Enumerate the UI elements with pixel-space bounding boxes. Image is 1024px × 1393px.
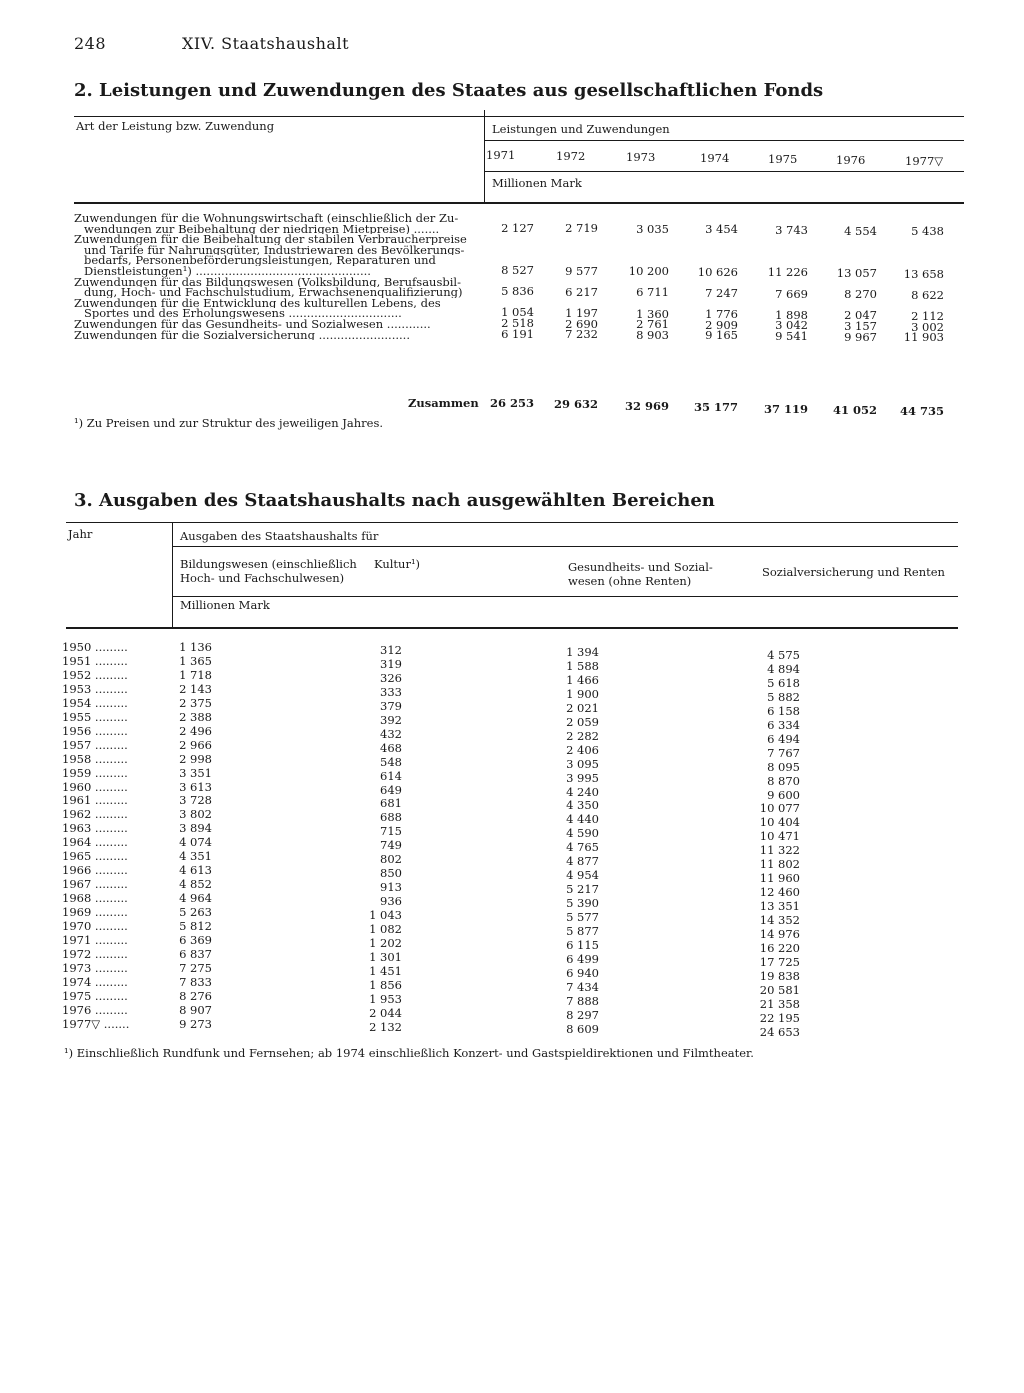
- table2-cell: 5 577: [566, 910, 599, 925]
- table1-cell: 6 711: [636, 285, 669, 300]
- table2-header-bottom-rule: [66, 627, 958, 629]
- table2-cell: 16 220: [759, 940, 800, 955]
- table1-row-label-line: wendungen zur Beibehaltung der niedrigen Mietpreise) .......: [84, 223, 440, 235]
- table2-cell: 2 282: [566, 728, 599, 743]
- table2-cell: 1 856: [369, 977, 402, 992]
- table1-row-label-line: Zuwendungen für die Beibehaltung der stabilen Verbraucherpreise: [74, 234, 467, 245]
- table1-top-rule: [74, 116, 964, 117]
- table2-cell: 1 718: [179, 667, 212, 682]
- table2-year-cell: 1977▽ .......: [62, 1016, 130, 1031]
- table2-cell: 10 471: [759, 829, 800, 844]
- table1-year-rule: [484, 171, 964, 172]
- table2-cell: 21 358: [759, 996, 800, 1011]
- table2-cell: 4 240: [566, 784, 599, 799]
- table2-cell: 1 394: [566, 645, 599, 659]
- table2-year-cell: 1960 .........: [62, 779, 128, 794]
- table1-year-header: 1974: [700, 151, 730, 165]
- table2-year-cell: 1954 .........: [62, 695, 128, 710]
- table2-cell: 1 466: [566, 672, 599, 687]
- table2-year-cell: 1970 .........: [62, 919, 128, 933]
- table2-year-cell: 1953 .........: [62, 681, 128, 696]
- table2-cell: 6 494: [767, 731, 800, 746]
- table2-cell: 3 613: [179, 779, 212, 794]
- table2-cols-rule: [172, 596, 958, 597]
- table2-cell: 1 043: [369, 908, 402, 923]
- table2-cell: 4 964: [179, 891, 212, 906]
- table1-unit: Millionen Mark: [492, 176, 582, 190]
- table2-cell: 8 297: [566, 1007, 599, 1022]
- table2-year-cell: 1971 .........: [62, 932, 128, 947]
- table2-cell: 4 954: [566, 868, 599, 883]
- table2-year-cell: 1965 .........: [62, 849, 128, 864]
- table1-cell: 2 909: [705, 317, 738, 332]
- table2-cell: 715: [380, 824, 402, 839]
- table2-cell: 14 352: [759, 913, 800, 928]
- table1-row-label: [74, 234, 480, 276]
- table1-row-label-line: Dienstleistungen¹) ................................................: [84, 265, 371, 277]
- table1-cell: 1 197: [565, 306, 598, 320]
- table1-row-label: [74, 298, 480, 319]
- table1-cell: 2 761: [636, 317, 669, 332]
- table1-desc-header: Art der Leistung bzw. Zuwendung: [76, 119, 275, 133]
- table2-cell: 8 095: [767, 759, 800, 774]
- table1-cell: 3 743: [775, 223, 808, 237]
- table2-year-cell: 1972 .........: [62, 946, 128, 961]
- table1-group-header: Leistungen und Zuwendungen: [492, 122, 670, 136]
- table2-year-header: Jahr: [68, 527, 93, 541]
- page-header: [74, 34, 349, 53]
- table1-cell: 9 165: [705, 328, 738, 343]
- table2-cell: 7 434: [566, 979, 599, 994]
- table2-year-cell: 1964 .........: [62, 835, 128, 850]
- table2-cell: 4 877: [566, 854, 599, 869]
- table2-year-cell: 1956 .........: [62, 723, 128, 738]
- table2-cell: 10 077: [759, 801, 800, 816]
- table1-cell: 3 454: [705, 222, 738, 237]
- table2-cell: 749: [380, 838, 402, 853]
- table1-cell: 2 719: [565, 221, 598, 236]
- table1-footnote: ¹) Zu Preisen und zur Struktur des jeweiligen Jahres.: [74, 416, 384, 430]
- table2-cell: 4 350: [566, 798, 599, 813]
- table2-col4-header: Sozialversicherung und Renten: [762, 565, 945, 579]
- chapter-title: XIV. Staatshaushalt: [182, 34, 349, 53]
- table2-cell: 3 728: [179, 793, 212, 808]
- table2-cell: 17 725: [759, 954, 800, 969]
- table2-cell: 6 115: [566, 937, 599, 952]
- table1-year-header: 1975: [768, 152, 798, 166]
- table2-cell: 326: [380, 670, 402, 685]
- table2-vertical-rule: [172, 522, 173, 627]
- table2-cell: 1 136: [179, 640, 212, 654]
- table2-year-cell: 1963 .........: [62, 821, 128, 836]
- table1-cell: 1 898: [775, 307, 808, 322]
- table2-cell: 5 812: [179, 919, 212, 933]
- table2-cell: 3 802: [179, 807, 212, 822]
- table2-cell: 6 499: [566, 951, 599, 966]
- table2-year-cell: 1958 .........: [62, 751, 128, 766]
- table2-cell: 7 767: [767, 745, 800, 760]
- table1-row-label-line: Zuwendungen für das Gesundheits- und Sozialwesen ............: [74, 319, 431, 330]
- table1-group-rule: [484, 140, 964, 141]
- table2-group-header: Ausgaben des Staatshaushalts für: [180, 529, 379, 543]
- table2-col1-header-l1: Bildungswesen (einschließlich: [180, 557, 357, 571]
- table2-cell: 688: [380, 810, 402, 825]
- table1-row-label-line: Zuwendungen für die Wohnungswirtschaft (einschließlich der Zu-: [74, 213, 459, 224]
- table2-cell: 2 966: [179, 737, 212, 752]
- table2-year-cell: 1961 .........: [62, 793, 128, 808]
- table2-cell: 4 852: [179, 877, 212, 892]
- table2-cell: 1 900: [566, 686, 599, 701]
- table1-cell: 5 438: [911, 224, 944, 239]
- table1-cell: 11 903: [903, 330, 944, 345]
- table1-cell: 2 127: [501, 220, 534, 235]
- table1-vertical-rule: [484, 110, 485, 204]
- table1-cell: 3 035: [636, 221, 669, 236]
- table1-row-label-line: und Tarife für Nahrungsgüter, Industriewaren des Bevölkerungs-: [84, 244, 465, 256]
- table2-cell: 4 575: [767, 648, 800, 662]
- table2-year-cell: 1951 .........: [62, 653, 128, 668]
- table2-cell: 11 322: [759, 843, 800, 858]
- table2-cell: 548: [380, 754, 402, 769]
- table2-cell: 2 388: [179, 709, 212, 724]
- table2-year-cell: 1968 .........: [62, 891, 128, 906]
- table2-cell: 2 496: [179, 723, 212, 738]
- table2-year-cell: 1973 .........: [62, 960, 128, 975]
- table1-cell: 6 217: [565, 284, 598, 299]
- table1-cell: 9 967: [844, 329, 877, 344]
- table2-cell: 6 940: [566, 965, 599, 980]
- table2-cell: 6 334: [767, 717, 800, 732]
- table1-row-label: [74, 319, 480, 330]
- table2-group-rule: [172, 546, 958, 547]
- table1-total-cell: 35 177: [693, 400, 738, 415]
- table2-cell: 432: [380, 726, 402, 741]
- table2-cell: 6 158: [767, 703, 800, 718]
- table2-cell: 913: [380, 880, 402, 895]
- table2-cell: 2 021: [566, 700, 599, 715]
- table2-top-rule: [66, 522, 958, 523]
- table2-col2-header: Kultur¹): [374, 557, 421, 571]
- table2-cell: 4 765: [566, 840, 599, 855]
- table2-cell: 7 833: [179, 974, 212, 989]
- table2-cell: 8 276: [179, 988, 212, 1003]
- table2-cell: 649: [380, 782, 402, 797]
- table1-total-cell: 32 969: [624, 398, 669, 413]
- table2-cell: 681: [380, 796, 402, 811]
- table2-cell: 7 888: [566, 993, 599, 1008]
- table1-row-label: [74, 277, 480, 298]
- table1-total-cell: 41 052: [832, 403, 877, 417]
- table2-cell: 3 095: [566, 756, 599, 771]
- table2-cell: 2 059: [566, 714, 599, 729]
- table2-cell: 4 074: [179, 835, 212, 850]
- table1-row-label-line: dung, Hoch- und Fachschulstudium, Erwachsenenqualifizierung): [84, 287, 463, 298]
- table2-cell: 4 613: [179, 863, 212, 878]
- table2-year-cell: 1975 .........: [62, 988, 128, 1003]
- table1-row-label: [74, 213, 480, 234]
- table2-cell: 6 369: [179, 932, 212, 947]
- table1-cell: 11 226: [767, 265, 808, 280]
- page-number: 248: [74, 34, 107, 53]
- table2-cell: 392: [380, 712, 402, 727]
- table2-col3-header-l2: wesen (ohne Renten): [568, 574, 692, 588]
- table1-row-label-line: Zuwendungen für die Sozialversicherung .........................: [74, 329, 410, 341]
- table1-cell: 1 054: [501, 305, 534, 320]
- table2-year-cell: 1959 .........: [62, 765, 128, 780]
- table2-cell: 4 590: [566, 826, 599, 841]
- table2-year-cell: 1976 .........: [62, 1002, 128, 1017]
- table2-year-cell: 1957 .........: [62, 737, 128, 752]
- table1-row-label-line: Zuwendungen für die Entwicklung des kulturellen Lebens, des: [74, 297, 441, 309]
- table1-year-header: 1971: [486, 148, 516, 162]
- table1-year-header: 1976: [836, 153, 866, 167]
- table2-year-cell: 1952 .........: [62, 667, 128, 682]
- table1-row-label-line: Sportes und des Erholungswesens ...............................: [84, 308, 402, 319]
- table1-cell: 2 690: [565, 316, 598, 331]
- table2-cell: 1 588: [566, 658, 599, 673]
- table1-cell: 8 903: [636, 327, 669, 342]
- table1-cell: 10 200: [628, 264, 669, 279]
- table1-total-cell: 44 735: [899, 404, 944, 419]
- table2-cell: 1 082: [369, 922, 402, 936]
- table2-cell: 468: [380, 740, 402, 755]
- table1-cell: 10 626: [697, 264, 738, 279]
- table2-cell: 8 609: [566, 1021, 599, 1036]
- table1-year-header: 1973: [626, 150, 656, 164]
- table2-cell: 3 995: [566, 770, 599, 785]
- table1-row-label-line: bedarfs, Personenbeförderungsleistungen, Reparaturen und: [84, 255, 436, 266]
- table2-cell: 2 143: [179, 681, 212, 696]
- table1-total-cell: 37 119: [763, 401, 808, 416]
- table1-row-label: [74, 330, 480, 341]
- table2-unit: Millionen Mark: [180, 598, 270, 612]
- table1-total-label: Zusammen: [408, 396, 479, 410]
- table1-cell: 1 360: [636, 306, 669, 321]
- table2-year-cell: 1950 .........: [62, 640, 128, 654]
- table2-cell: 4 440: [566, 812, 599, 827]
- table1-row-label-line: Zuwendungen für das Bildungswesen (Volksbildung, Berufsausbil-: [74, 276, 461, 288]
- table2-cell: 5 882: [767, 689, 800, 704]
- table2-cell: 936: [380, 894, 402, 909]
- table2-cell: 2 132: [369, 1019, 402, 1034]
- table1-cell: 13 658: [903, 266, 944, 281]
- table1-cell: 3 042: [775, 318, 808, 333]
- table2-cell: 802: [380, 852, 402, 867]
- table2-cell: 5 618: [767, 675, 800, 690]
- table2-cell: 24 653: [759, 1024, 800, 1039]
- table1-cell: 7 247: [705, 286, 738, 300]
- table1-cell: 8 527: [501, 263, 534, 277]
- table2-cell: 5 263: [179, 905, 212, 920]
- table1-title: 2. Leistungen und Zuwendungen des Staates aus gesellschaftlichen Fonds: [74, 80, 824, 101]
- table2-cell: 9 273: [179, 1016, 212, 1031]
- table2-cell: 4 894: [767, 661, 800, 676]
- table2-cell: 4 351: [179, 849, 212, 864]
- table2-cell: 3 351: [179, 765, 212, 780]
- table2-cell: 1 365: [179, 653, 212, 668]
- table1-cell: 9 577: [565, 263, 598, 278]
- table1-cell: 4 554: [844, 223, 877, 238]
- table2-cell: 8 907: [179, 1002, 212, 1017]
- table1-cell: 9 541: [775, 329, 808, 343]
- table2-year-cell: 1969 .........: [62, 905, 128, 920]
- table2-cell: 850: [380, 866, 402, 881]
- table2-cell: 5 217: [566, 882, 599, 897]
- table2-cell: 20 581: [759, 982, 800, 997]
- table2-cell: 12 460: [759, 885, 800, 900]
- table2-cell: 379: [380, 698, 402, 713]
- table1-cell: 3 157: [844, 319, 877, 333]
- table2-cell: 319: [380, 656, 402, 671]
- table2-cell: 2 406: [566, 742, 599, 757]
- table2-year-cell: 1966 .........: [62, 863, 128, 878]
- table2-cell: 11 960: [759, 871, 800, 886]
- table2-year-cell: 1962 .........: [62, 807, 128, 822]
- table2-cell: 2 375: [179, 695, 212, 710]
- table2-cell: 22 195: [759, 1010, 800, 1025]
- table2-cell: 333: [380, 684, 402, 699]
- table1-total-cell: 26 253: [489, 396, 534, 410]
- table2-cell: 614: [380, 768, 402, 783]
- table1-cell: 1 776: [705, 307, 738, 322]
- table2-cell: 5 877: [566, 924, 599, 938]
- table2-cell: 9 600: [767, 787, 800, 802]
- table2-cell: 2 998: [179, 751, 212, 766]
- table2-cell: 1 202: [369, 935, 402, 950]
- table2-cell: 1 301: [369, 949, 402, 964]
- table2-cell: 19 838: [759, 968, 800, 983]
- table1-cell: 2 047: [844, 308, 877, 323]
- table2-cell: 6 837: [179, 946, 212, 961]
- table2-cell: 7 275: [179, 960, 212, 975]
- table2-cell: 13 351: [759, 899, 800, 914]
- table2-cell: 8 870: [767, 773, 800, 788]
- table1-total-cell: 29 632: [553, 397, 598, 412]
- table1-cell: 6 191: [501, 326, 534, 341]
- table2-footnote: ¹) Einschließlich Rundfunk und Fernsehen; ab 1974 einschließlich Konzert- und Gastspieldirektionen und Filmtheater.: [64, 1046, 754, 1060]
- table2-year-cell: 1955 .........: [62, 709, 128, 724]
- table2-col1-header-l2: Hoch- und Fachschulwesen): [180, 571, 345, 585]
- table1-cell: 2 112: [911, 309, 944, 323]
- table2-cell: 10 404: [759, 815, 800, 830]
- table1-cell: 7 669: [775, 286, 808, 301]
- table1-year-header: 1977▽: [905, 154, 944, 168]
- table2-year-cell: 1967 .........: [62, 877, 128, 892]
- table1-cell: 5 836: [501, 284, 534, 299]
- table2-cell: 5 390: [566, 896, 599, 911]
- table1-cell: 8 622: [911, 287, 944, 302]
- table2-cell: 11 802: [759, 857, 800, 872]
- table1-cell: 3 002: [911, 319, 944, 334]
- table2-title: 3. Ausgaben des Staatshaushalts nach ausgewählten Bereichen: [74, 490, 715, 511]
- table1-cell: 7 232: [565, 327, 598, 342]
- table1-header-bottom-rule: [74, 202, 964, 204]
- table2-col3-header-l1: Gesundheits- und Sozial-: [568, 560, 713, 574]
- table2-cell: 1 953: [369, 991, 402, 1006]
- table2-cell: 3 894: [179, 821, 212, 836]
- table2-cell: 14 976: [759, 927, 800, 941]
- table2-year-cell: 1974 .........: [62, 974, 128, 989]
- table1-cell: 13 057: [836, 266, 877, 280]
- table2-cell: 1 451: [369, 963, 402, 978]
- table1-cell: 8 270: [844, 287, 877, 302]
- table1-cell: 2 518: [501, 316, 534, 330]
- table2-cell: 312: [380, 643, 402, 657]
- table2-cell: 2 044: [369, 1005, 402, 1020]
- table1-year-header: 1972: [556, 149, 586, 163]
